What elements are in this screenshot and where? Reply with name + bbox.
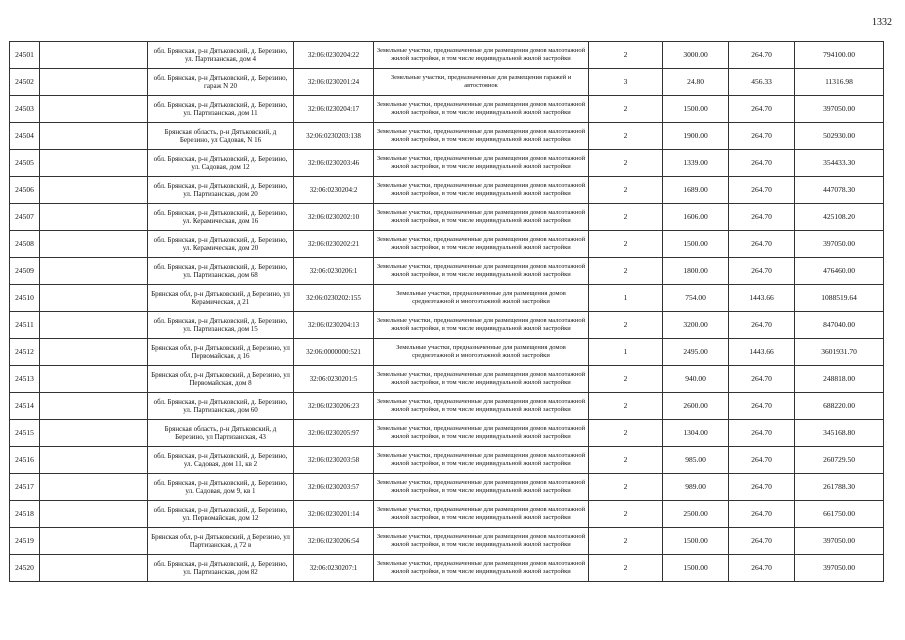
record-number-cell: 24514: [10, 393, 40, 420]
table-row: [10, 312, 884, 339]
table-row: [10, 96, 884, 123]
table-row: [10, 339, 884, 366]
specific-value-cell: 1443.66: [729, 339, 795, 366]
cadastral-value-cell: 1088519.64: [795, 285, 884, 312]
cadastral-number-cell: 32:06:0230206:54: [294, 528, 374, 555]
group-cell: 2: [589, 393, 663, 420]
record-number-cell: 24502: [10, 69, 40, 96]
area-cell: 2500.00: [663, 501, 729, 528]
cadastral-value-cell: 397050.00: [795, 96, 884, 123]
table-row: [10, 420, 884, 447]
group-cell: 2: [589, 420, 663, 447]
cadastral-number-cell: 32:06:0230201:14: [294, 501, 374, 528]
cadastral-value-cell: 345168.80: [795, 420, 884, 447]
empty-cell: [40, 555, 148, 582]
specific-value-cell: 1443.66: [729, 285, 795, 312]
land-use-cell: Земельные участки, предназначенные для размещения домов малоэтажной жилой застройки, в том числе индивидуальной жилой застройки: [374, 555, 589, 582]
land-use-cell: Земельные участки, предназначенные для размещения домов малоэтажной жилой застройки, в том числе индивидуальной жилой застройки: [374, 312, 589, 339]
area-cell: 985.00: [663, 447, 729, 474]
empty-cell: [40, 447, 148, 474]
group-cell: 2: [589, 555, 663, 582]
specific-value-cell: 264.70: [729, 474, 795, 501]
empty-cell: [40, 123, 148, 150]
cadastral-number-cell: 32:06:0230202:155: [294, 285, 374, 312]
group-cell: 2: [589, 150, 663, 177]
cadastral-number-cell: 32:06:0230203:57: [294, 474, 374, 501]
area-cell: 2495.00: [663, 339, 729, 366]
table-row: [10, 501, 884, 528]
cadastral-value-cell: 847040.00: [795, 312, 884, 339]
cadastral-number-cell: 32:06:0230207:1: [294, 555, 374, 582]
empty-cell: [40, 177, 148, 204]
land-use-cell: Земельные участки, предназначенные для размещения домов малоэтажной жилой застройки, в том числе индивидуальной жилой застройки: [374, 96, 589, 123]
record-number-cell: 24512: [10, 339, 40, 366]
land-use-cell: Земельные участки, предназначенные для размещения домов малоэтажной жилой застройки, в том числе индивидуальной жилой застройки: [374, 42, 589, 69]
group-cell: 2: [589, 96, 663, 123]
area-cell: 24.80: [663, 69, 729, 96]
land-use-cell: Земельные участки, предназначенные для размещения домов малоэтажной жилой застройки, в том числе индивидуальной жилой застройки: [374, 420, 589, 447]
cadastral-number-cell: 32:06:0230204:13: [294, 312, 374, 339]
record-number-cell: 24520: [10, 555, 40, 582]
table-row: [10, 177, 884, 204]
address-cell: Брянская обл, р-н Дятьковский, д Березино, ул Первомайская, д 16: [148, 339, 294, 366]
address-cell: обл. Брянская, р-н Дятьковский, д. Березино, ул. Партизанская, дом 82: [148, 555, 294, 582]
address-cell: обл. Брянская, р-н Дятьковский, д. Березино, ул. Керамическая, дом 16: [148, 204, 294, 231]
table-row: [10, 393, 884, 420]
group-cell: 2: [589, 42, 663, 69]
page-number: 1332: [872, 17, 892, 28]
record-number-cell: 24515: [10, 420, 40, 447]
group-cell: 2: [589, 447, 663, 474]
address-cell: Брянская область, р-н Дятьковский, д Березино, ул Садовая, N 16: [148, 123, 294, 150]
area-cell: 1500.00: [663, 96, 729, 123]
record-number-cell: 24517: [10, 474, 40, 501]
record-number-cell: 24501: [10, 42, 40, 69]
area-cell: 989.00: [663, 474, 729, 501]
specific-value-cell: 264.70: [729, 42, 795, 69]
empty-cell: [40, 231, 148, 258]
group-cell: 2: [589, 312, 663, 339]
area-cell: 1339.00: [663, 150, 729, 177]
area-cell: 1500.00: [663, 231, 729, 258]
area-cell: 3200.00: [663, 312, 729, 339]
table-row: [10, 150, 884, 177]
cadastral-number-cell: 32:06:0230204:17: [294, 96, 374, 123]
group-cell: 1: [589, 285, 663, 312]
cadastral-value-cell: 354433.30: [795, 150, 884, 177]
table-row: [10, 258, 884, 285]
record-number-cell: 24518: [10, 501, 40, 528]
area-cell: 3000.00: [663, 42, 729, 69]
record-number-cell: 24511: [10, 312, 40, 339]
record-number-cell: 24503: [10, 96, 40, 123]
cadastral-value-cell: 397050.00: [795, 231, 884, 258]
cadastral-number-cell: 32:06:0230203:138: [294, 123, 374, 150]
group-cell: 2: [589, 204, 663, 231]
specific-value-cell: 264.70: [729, 366, 795, 393]
land-use-cell: Земельные участки, предназначенные для размещения домов малоэтажной жилой застройки, в том числе индивидуальной жилой застройки: [374, 231, 589, 258]
cadastral-value-cell: 794100.00: [795, 42, 884, 69]
table-row: [10, 231, 884, 258]
group-cell: 1: [589, 339, 663, 366]
table-row: [10, 366, 884, 393]
empty-cell: [40, 69, 148, 96]
land-use-cell: Земельные участки, предназначенные для размещения домов среднеэтажной и многоэтажной жилой застройки: [374, 339, 589, 366]
cadastral-value-cell: 502930.00: [795, 123, 884, 150]
specific-value-cell: 264.70: [729, 393, 795, 420]
specific-value-cell: 264.70: [729, 555, 795, 582]
area-cell: 1800.00: [663, 258, 729, 285]
address-cell: обл. Брянская, р-н Дятьковский, д. Березино, ул. Партизанская, дом 68: [148, 258, 294, 285]
cadastral-value-cell: 447078.30: [795, 177, 884, 204]
land-registry-table: [9, 41, 884, 582]
cadastral-value-cell: 397050.00: [795, 555, 884, 582]
address-cell: обл. Брянская, р-н Дятьковский, д. Березино, ул. Партизанская, дом 15: [148, 312, 294, 339]
group-cell: 2: [589, 123, 663, 150]
land-use-cell: Земельные участки, предназначенные для размещения домов малоэтажной жилой застройки, в том числе индивидуальной жилой застройки: [374, 528, 589, 555]
land-use-cell: Земельные участки, предназначенные для размещения домов малоэтажной жилой застройки, в том числе индивидуальной жилой застройки: [374, 150, 589, 177]
cadastral-number-cell: 32:06:0230203:46: [294, 150, 374, 177]
area-cell: 1500.00: [663, 528, 729, 555]
address-cell: обл. Брянская, р-н Дятьковский, д. Березино, ул. Керамическая, дом 20: [148, 231, 294, 258]
land-use-cell: Земельные участки, предназначенные для размещения домов малоэтажной жилой застройки, в том числе индивидуальной жилой застройки: [374, 258, 589, 285]
specific-value-cell: 264.70: [729, 501, 795, 528]
cadastral-value-cell: 248818.00: [795, 366, 884, 393]
empty-cell: [40, 42, 148, 69]
cadastral-value-cell: 261788.30: [795, 474, 884, 501]
address-cell: обл. Брянская, р-н Дятьковский, д. Березино, ул. Партизанская, дом 60: [148, 393, 294, 420]
table-row: [10, 474, 884, 501]
area-cell: 1500.00: [663, 555, 729, 582]
cadastral-value-cell: 425108.20: [795, 204, 884, 231]
cadastral-value-cell: 688220.00: [795, 393, 884, 420]
group-cell: 2: [589, 528, 663, 555]
address-cell: Брянская обл, р-н Дятьковский, д Березино, ул Партизанская, д 72 в: [148, 528, 294, 555]
cadastral-value-cell: 661750.00: [795, 501, 884, 528]
cadastral-number-cell: 32:06:0230203:58: [294, 447, 374, 474]
cadastral-number-cell: 32:06:0230202:21: [294, 231, 374, 258]
group-cell: 2: [589, 258, 663, 285]
empty-cell: [40, 258, 148, 285]
address-cell: Брянская обл, р-н Дятьковский, д Березино, ул Керамическая, д 21: [148, 285, 294, 312]
cadastral-value-cell: 476460.00: [795, 258, 884, 285]
cadastral-number-cell: 32:06:0230204:2: [294, 177, 374, 204]
table-row: [10, 123, 884, 150]
land-use-cell: Земельные участки, предназначенные для размещения домов малоэтажной жилой застройки, в том числе индивидуальной жилой застройки: [374, 447, 589, 474]
address-cell: обл. Брянская, р-н Дятьковский, д. Березино, ул. Садовая, дом 12: [148, 150, 294, 177]
record-number-cell: 24507: [10, 204, 40, 231]
table-row: [10, 42, 884, 69]
specific-value-cell: 264.70: [729, 447, 795, 474]
registry-body: [10, 42, 884, 582]
land-use-cell: Земельные участки, предназначенные для размещения домов малоэтажной жилой застройки, в том числе индивидуальной жилой застройки: [374, 393, 589, 420]
record-number-cell: 24506: [10, 177, 40, 204]
address-cell: Брянская область, р-н Дятьковский, д Березино, ул Партизанская, 43: [148, 420, 294, 447]
record-number-cell: 24508: [10, 231, 40, 258]
group-cell: 2: [589, 501, 663, 528]
land-use-cell: Земельные участки, предназначенные для размещения гаражей и автостоянок: [374, 69, 589, 96]
table-row: [10, 285, 884, 312]
cadastral-number-cell: 32:06:0230206:23: [294, 393, 374, 420]
specific-value-cell: 264.70: [729, 177, 795, 204]
cadastral-value-cell: 11316.98: [795, 69, 884, 96]
table-row: [10, 528, 884, 555]
land-use-cell: Земельные участки, предназначенные для размещения домов малоэтажной жилой застройки, в том числе индивидуальной жилой застройки: [374, 123, 589, 150]
specific-value-cell: 264.70: [729, 96, 795, 123]
specific-value-cell: 264.70: [729, 258, 795, 285]
record-number-cell: 24504: [10, 123, 40, 150]
empty-cell: [40, 204, 148, 231]
record-number-cell: 24505: [10, 150, 40, 177]
specific-value-cell: 264.70: [729, 150, 795, 177]
address-cell: обл. Брянская, р-н Дятьковский, д. Березино, ул. Садовая, дом 11, кв 2: [148, 447, 294, 474]
group-cell: 2: [589, 177, 663, 204]
empty-cell: [40, 96, 148, 123]
address-cell: обл. Брянская, р-н Дятьковский, д. Березино, ул. Партизанская, дом 20: [148, 177, 294, 204]
address-cell: Брянская обл, р-н Дятьковский, д Березино, ул Первомайская, дом 8: [148, 366, 294, 393]
record-number-cell: 24510: [10, 285, 40, 312]
land-use-cell: Земельные участки, предназначенные для размещения домов малоэтажной жилой застройки, в том числе индивидуальной жилой застройки: [374, 204, 589, 231]
cadastral-value-cell: 260729.50: [795, 447, 884, 474]
cadastral-number-cell: 32:06:0230204:22: [294, 42, 374, 69]
cadastral-number-cell: 32:06:0230201:5: [294, 366, 374, 393]
specific-value-cell: 264.70: [729, 312, 795, 339]
group-cell: 2: [589, 366, 663, 393]
area-cell: 1304.00: [663, 420, 729, 447]
specific-value-cell: 264.70: [729, 204, 795, 231]
record-number-cell: 24513: [10, 366, 40, 393]
specific-value-cell: 456.33: [729, 69, 795, 96]
empty-cell: [40, 285, 148, 312]
land-use-cell: Земельные участки, предназначенные для размещения домов среднеэтажной и многоэтажной жилой застройки: [374, 285, 589, 312]
cadastral-number-cell: 32:06:0230202:10: [294, 204, 374, 231]
address-cell: обл. Брянская, р-н Дятьковский, д. Березино, ул. Первомайская, дом 12: [148, 501, 294, 528]
address-cell: обл. Брянская, р-н Дятьковский, д. Березино, ул. Партизанская, дом 4: [148, 42, 294, 69]
area-cell: 2600.00: [663, 393, 729, 420]
land-use-cell: Земельные участки, предназначенные для размещения домов малоэтажной жилой застройки, в том числе индивидуальной жилой застройки: [374, 366, 589, 393]
area-cell: 754.00: [663, 285, 729, 312]
land-use-cell: Земельные участки, предназначенные для размещения домов малоэтажной жилой застройки, в том числе индивидуальной жилой застройки: [374, 474, 589, 501]
address-cell: обл. Брянская, р-н Дятьковский, д. Березино, ул. Партизанская, дом 11: [148, 96, 294, 123]
specific-value-cell: 264.70: [729, 420, 795, 447]
empty-cell: [40, 501, 148, 528]
address-cell: обл. Брянская, р-н Дятьковский, д. Березино, ул. Садовая, дом 9, кв 1: [148, 474, 294, 501]
cadastral-number-cell: 32:06:0000000:521: [294, 339, 374, 366]
empty-cell: [40, 393, 148, 420]
cadastral-number-cell: 32:06:0230206:1: [294, 258, 374, 285]
cadastral-value-cell: 3601931.70: [795, 339, 884, 366]
specific-value-cell: 264.70: [729, 123, 795, 150]
area-cell: 940.00: [663, 366, 729, 393]
cadastral-number-cell: 32:06:0230201:24: [294, 69, 374, 96]
record-number-cell: 24509: [10, 258, 40, 285]
table-row: [10, 204, 884, 231]
land-use-cell: Земельные участки, предназначенные для размещения домов малоэтажной жилой застройки, в том числе индивидуальной жилой застройки: [374, 177, 589, 204]
area-cell: 1606.00: [663, 204, 729, 231]
empty-cell: [40, 312, 148, 339]
record-number-cell: 24516: [10, 447, 40, 474]
empty-cell: [40, 474, 148, 501]
table-row: [10, 69, 884, 96]
area-cell: 1689.00: [663, 177, 729, 204]
empty-cell: [40, 528, 148, 555]
land-use-cell: Земельные участки, предназначенные для размещения домов малоэтажной жилой застройки, в том числе индивидуальной жилой застройки: [374, 501, 589, 528]
cadastral-number-cell: 32:06:0230205:97: [294, 420, 374, 447]
area-cell: 1900.00: [663, 123, 729, 150]
address-cell: обл. Брянская, р-н Дятьковский, д. Березино, гараж N 20: [148, 69, 294, 96]
group-cell: 2: [589, 231, 663, 258]
record-number-cell: 24519: [10, 528, 40, 555]
group-cell: 2: [589, 474, 663, 501]
empty-cell: [40, 366, 148, 393]
table-row: [10, 447, 884, 474]
table-row: [10, 555, 884, 582]
specific-value-cell: 264.70: [729, 231, 795, 258]
empty-cell: [40, 420, 148, 447]
empty-cell: [40, 339, 148, 366]
group-cell: 3: [589, 69, 663, 96]
empty-cell: [40, 150, 148, 177]
cadastral-value-cell: 397050.00: [795, 528, 884, 555]
specific-value-cell: 264.70: [729, 528, 795, 555]
